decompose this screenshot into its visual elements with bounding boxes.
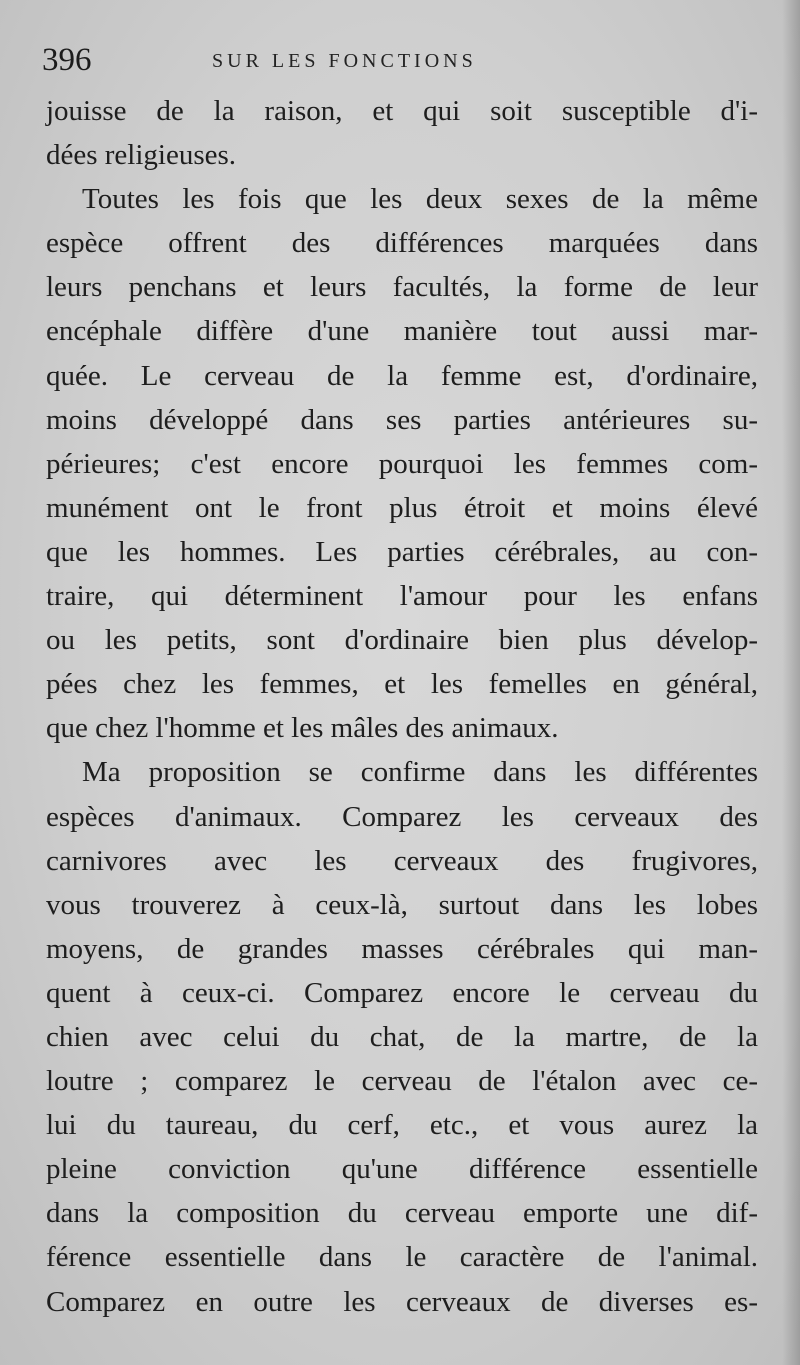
- text-line: espèce offrent des différences marquées dans: [46, 227, 758, 260]
- text-line: ou les petits, sont d'ordinaire bien plus dévelop-: [46, 624, 758, 657]
- text-line: que les hommes. Les parties cérébrales, au con-: [46, 535, 758, 568]
- text-line: que chez l'homme et les mâles des animaux.: [46, 712, 559, 745]
- page-edge-shadow: [782, 0, 800, 1365]
- text-line: dées religieuses.: [46, 139, 237, 172]
- text-line: quent à ceux-ci. Comparez encore le cerveau du: [46, 976, 758, 1009]
- paragraph-start-line: Ma proposition se confirme dans les différentes: [82, 756, 758, 789]
- text-line: espèces d'animaux. Comparez les cerveaux des: [46, 800, 758, 833]
- text-line: traire, qui déterminent l'amour pour les enfans: [46, 580, 758, 613]
- body-text: [46, 89, 758, 1324]
- page-number: 396: [42, 42, 92, 78]
- paragraph-start-line: Toutes les fois que les deux sexes de la même: [82, 183, 758, 216]
- text-line: Comparez en outre les cerveaux de diverses es-: [46, 1285, 758, 1318]
- text-line: pleine conviction qu'une différence essentielle: [46, 1153, 758, 1186]
- text-line: carnivores avec les cerveaux des frugivores,: [46, 844, 758, 877]
- text-line: munément ont le front plus étroit et moins élevé: [46, 491, 758, 524]
- text-line: jouisse de la raison, et qui soit susceptible d'i-: [46, 95, 758, 127]
- running-head: SUR LES FONCTIONS: [212, 50, 477, 72]
- text-line: encéphale diffère d'une manière tout aussi mar-: [46, 315, 758, 348]
- text-line: moyens, de grandes masses cérébrales qui man-: [46, 932, 758, 965]
- text-line: leurs penchans et leurs facultés, la forme de leur: [46, 271, 758, 304]
- text-line: chien avec celui du chat, de la martre, de la: [46, 1020, 758, 1053]
- text-line: vous trouverez à ceux-là, surtout dans les lobes: [46, 888, 758, 921]
- text-line: férence essentielle dans le caractère de l'animal.: [46, 1241, 758, 1274]
- text-line: quée. Le cerveau de la femme est, d'ordinaire,: [46, 359, 758, 392]
- text-line: moins développé dans ses parties antérieures su-: [46, 403, 758, 436]
- page-header: [42, 42, 762, 82]
- text-line: pées chez les femmes, et les femelles en général,: [46, 668, 758, 701]
- text-line: périeures; c'est encore pourquoi les femmes com-: [46, 447, 758, 480]
- text-line: dans la composition du cerveau emporte une dif-: [46, 1197, 758, 1230]
- text-line: lui du taureau, du cerf, etc., et vous aurez la: [46, 1109, 758, 1142]
- text-line: loutre ; comparez le cerveau de l'étalon avec ce-: [46, 1065, 758, 1098]
